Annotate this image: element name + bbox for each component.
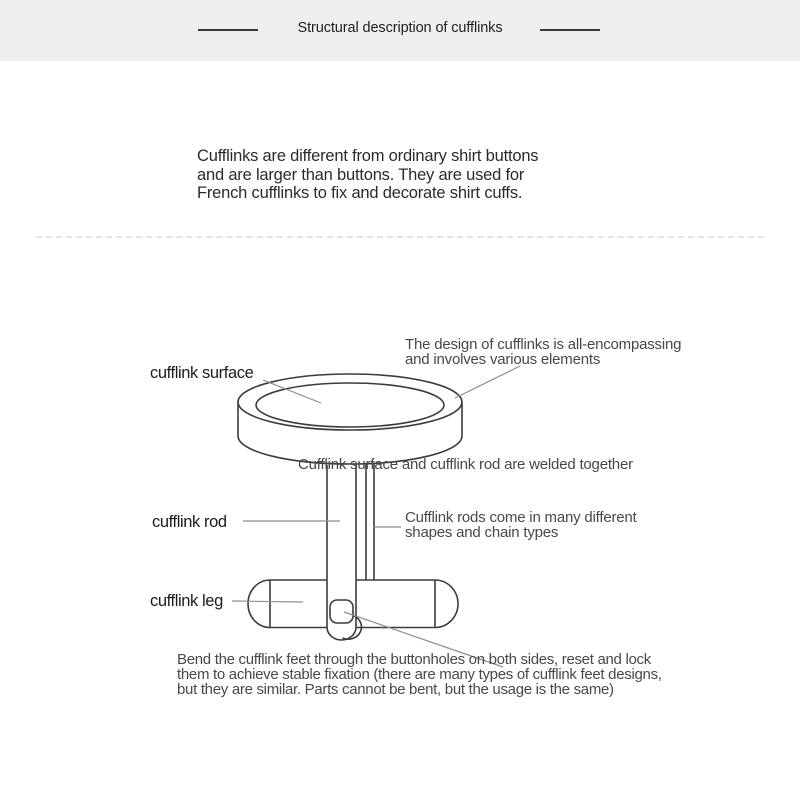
title-decorative-line-right [540,29,600,31]
cufflink-rod-shape [327,464,374,640]
cufflink-leg-shape [248,580,458,628]
footer-note [177,652,662,697]
leader-design-annotation [455,366,520,398]
label-cufflink-leg: cufflink leg [150,592,223,610]
intro-paragraph [197,147,538,203]
intro-line-1: Cufflinks are different from ordinary shirt buttons [197,147,539,165]
page-title: Structural description of cufflinks [297,20,503,36]
leg-pivot-block [330,600,353,623]
footer-note-line-1: Bend the cufflink feet through the buttonholes on both sides, reset and lock [177,651,651,668]
annotation-rod-types-line-2: shapes and chain types [405,523,559,541]
dashed-divider [36,236,764,238]
footer-note-line-3: but they are similar. Parts cannot be bent, but the usage is the same) [177,681,614,698]
header-bar [0,0,800,61]
rod-bottom-inner-arc [343,616,362,639]
leg-left-cap [248,580,270,628]
annotation-design [405,338,681,367]
annotation-design-line-2: and involves various elements [405,350,601,368]
label-cufflink-surface: cufflink surface [150,364,254,382]
surface-outer-rim [238,374,462,430]
annotation-welded: Cufflink surface and cufflink rod are welded together [298,456,633,473]
annotation-rod-types-line-1: Cufflink rods come in many different [405,509,637,526]
annotation-design-line-1: The design of cufflinks is all-encompassing [405,336,682,353]
leg-right-cap [435,580,458,628]
cufflink-surface-shape [238,374,462,464]
surface-inner-rim [256,383,444,427]
leader-surface-label [263,380,321,403]
label-cufflink-rod: cufflink rod [152,513,227,531]
rod-wide-outline [327,465,356,640]
intro-line-3: French cufflinks to fix and decorate shirt cuffs. [197,184,523,202]
leader-leg-label [232,601,303,602]
intro-line-2: and are larger than buttons. They are used for [197,165,525,184]
footer-note-line-2: them to achieve stable fixation (there are many types of cufflink feet designs, [177,666,662,683]
annotation-rod-types [405,511,637,540]
